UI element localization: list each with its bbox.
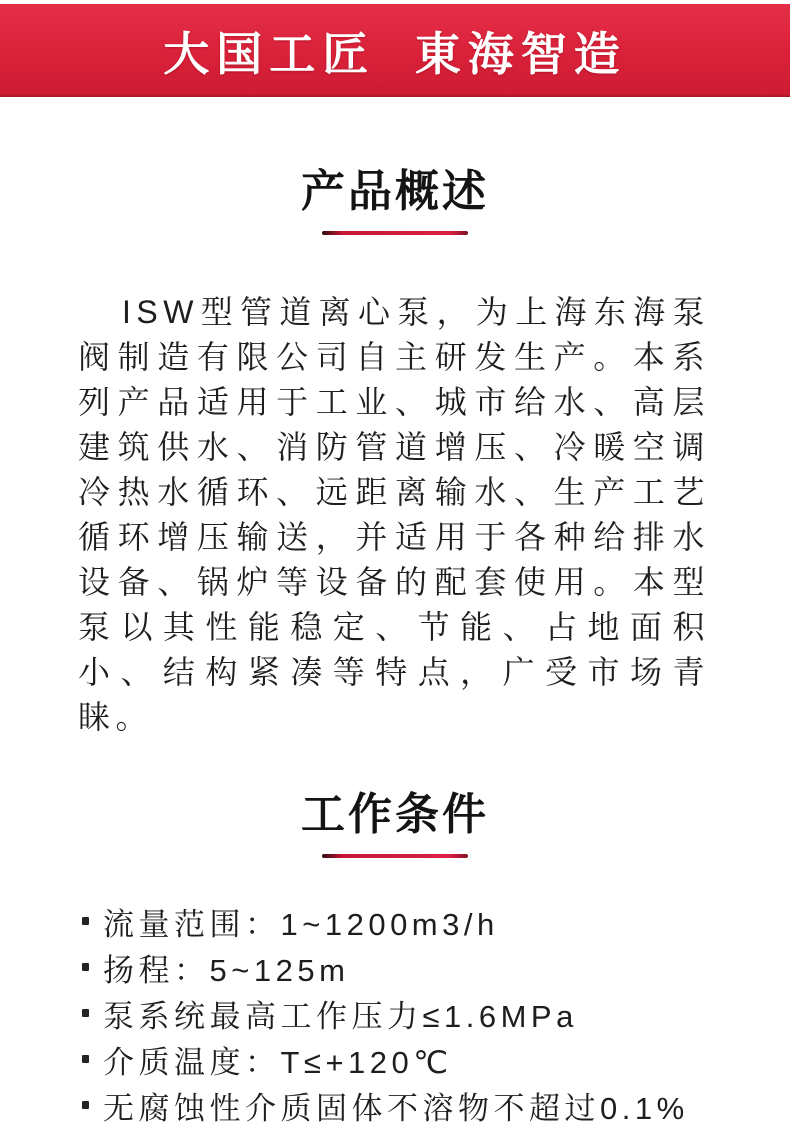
bullet-dot-icon <box>82 917 89 925</box>
section-heading-product-overview: 产品概述 <box>301 167 489 216</box>
list-item <box>82 1082 730 1128</box>
list-item-text: 扬程：5~125m <box>103 952 350 988</box>
list-item-text: 无腐蚀性介质固体不溶物不超过0.1% <box>103 1090 689 1126</box>
banner-title: 大国工匠 東海智造 <box>163 27 627 80</box>
list-item <box>82 1036 730 1082</box>
working-conditions-list <box>82 898 730 1128</box>
product-overview-paragraph: ISW型管道离心泵，为上海东海泵阀制造有限公司自主研发生产。本系列产品适用于工业、城市给水、高层建筑供水、消防管道增压、冷暖空调冷热水循环、远距离输水、生产工艺循环增压输送，并适用于各种给排水设备、锅炉等设备的配套使用。本型泵以其性能稳定、节能、占地面积小、结构紧凑等特点，广受市场青睐。 <box>78 294 710 735</box>
bullet-dot-icon <box>82 1055 89 1063</box>
list-item <box>82 898 730 944</box>
list-item <box>82 990 730 1036</box>
list-item-text: 介质温度：T≤+120℃ <box>103 1044 453 1080</box>
list-item <box>82 944 730 990</box>
bullet-dot-icon <box>82 1009 89 1017</box>
bullet-dot-icon <box>82 1101 89 1109</box>
heading-underline <box>322 854 468 858</box>
list-item-text: 泵系统最高工作压力≤1.6MPa <box>103 998 578 1034</box>
list-item-text: 流量范围：1~1200m3/h <box>103 906 499 942</box>
section-working-conditions <box>0 790 790 1128</box>
bullet-dot-icon <box>82 963 89 971</box>
top-banner <box>0 4 790 97</box>
section-heading-working-conditions: 工作条件 <box>301 790 489 839</box>
section-product-overview <box>0 167 790 740</box>
heading-underline <box>322 231 468 235</box>
